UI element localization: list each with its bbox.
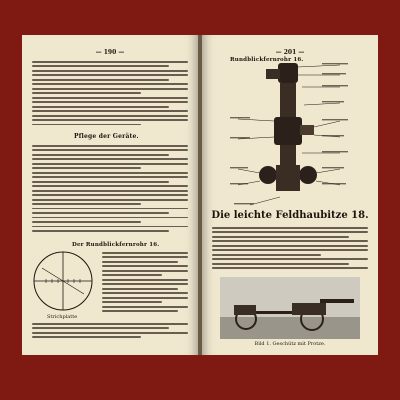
left-text-block-4 [32,323,188,341]
diagram-label: Strichplatte [47,314,78,320]
book-spread [22,35,378,355]
left-page [22,35,198,355]
right-text-block [212,227,368,272]
left-text-block-2 [32,145,188,235]
left-text-block-3 [102,252,188,315]
left-page-number: — 190 — [95,49,125,56]
rundblickfernrohr-figure [230,57,350,225]
right-page [202,35,378,355]
right-page-number: — 201 — [275,49,305,56]
photo-caption: Bild 1. Geschütz mit Protze. [254,341,326,347]
left-heading-2: Der Rundblickfernrohr 16. [72,242,160,248]
chapter-title: Die leichte Feldhaubitze 18. [211,210,369,221]
figure-title: Rundblickfernrohr 16. [230,57,304,63]
howitzer-photo [220,277,360,339]
reticle-diagram [32,250,94,312]
left-heading-1: Pflege der Geräte. [74,133,139,140]
left-text-block-1 [32,61,188,128]
